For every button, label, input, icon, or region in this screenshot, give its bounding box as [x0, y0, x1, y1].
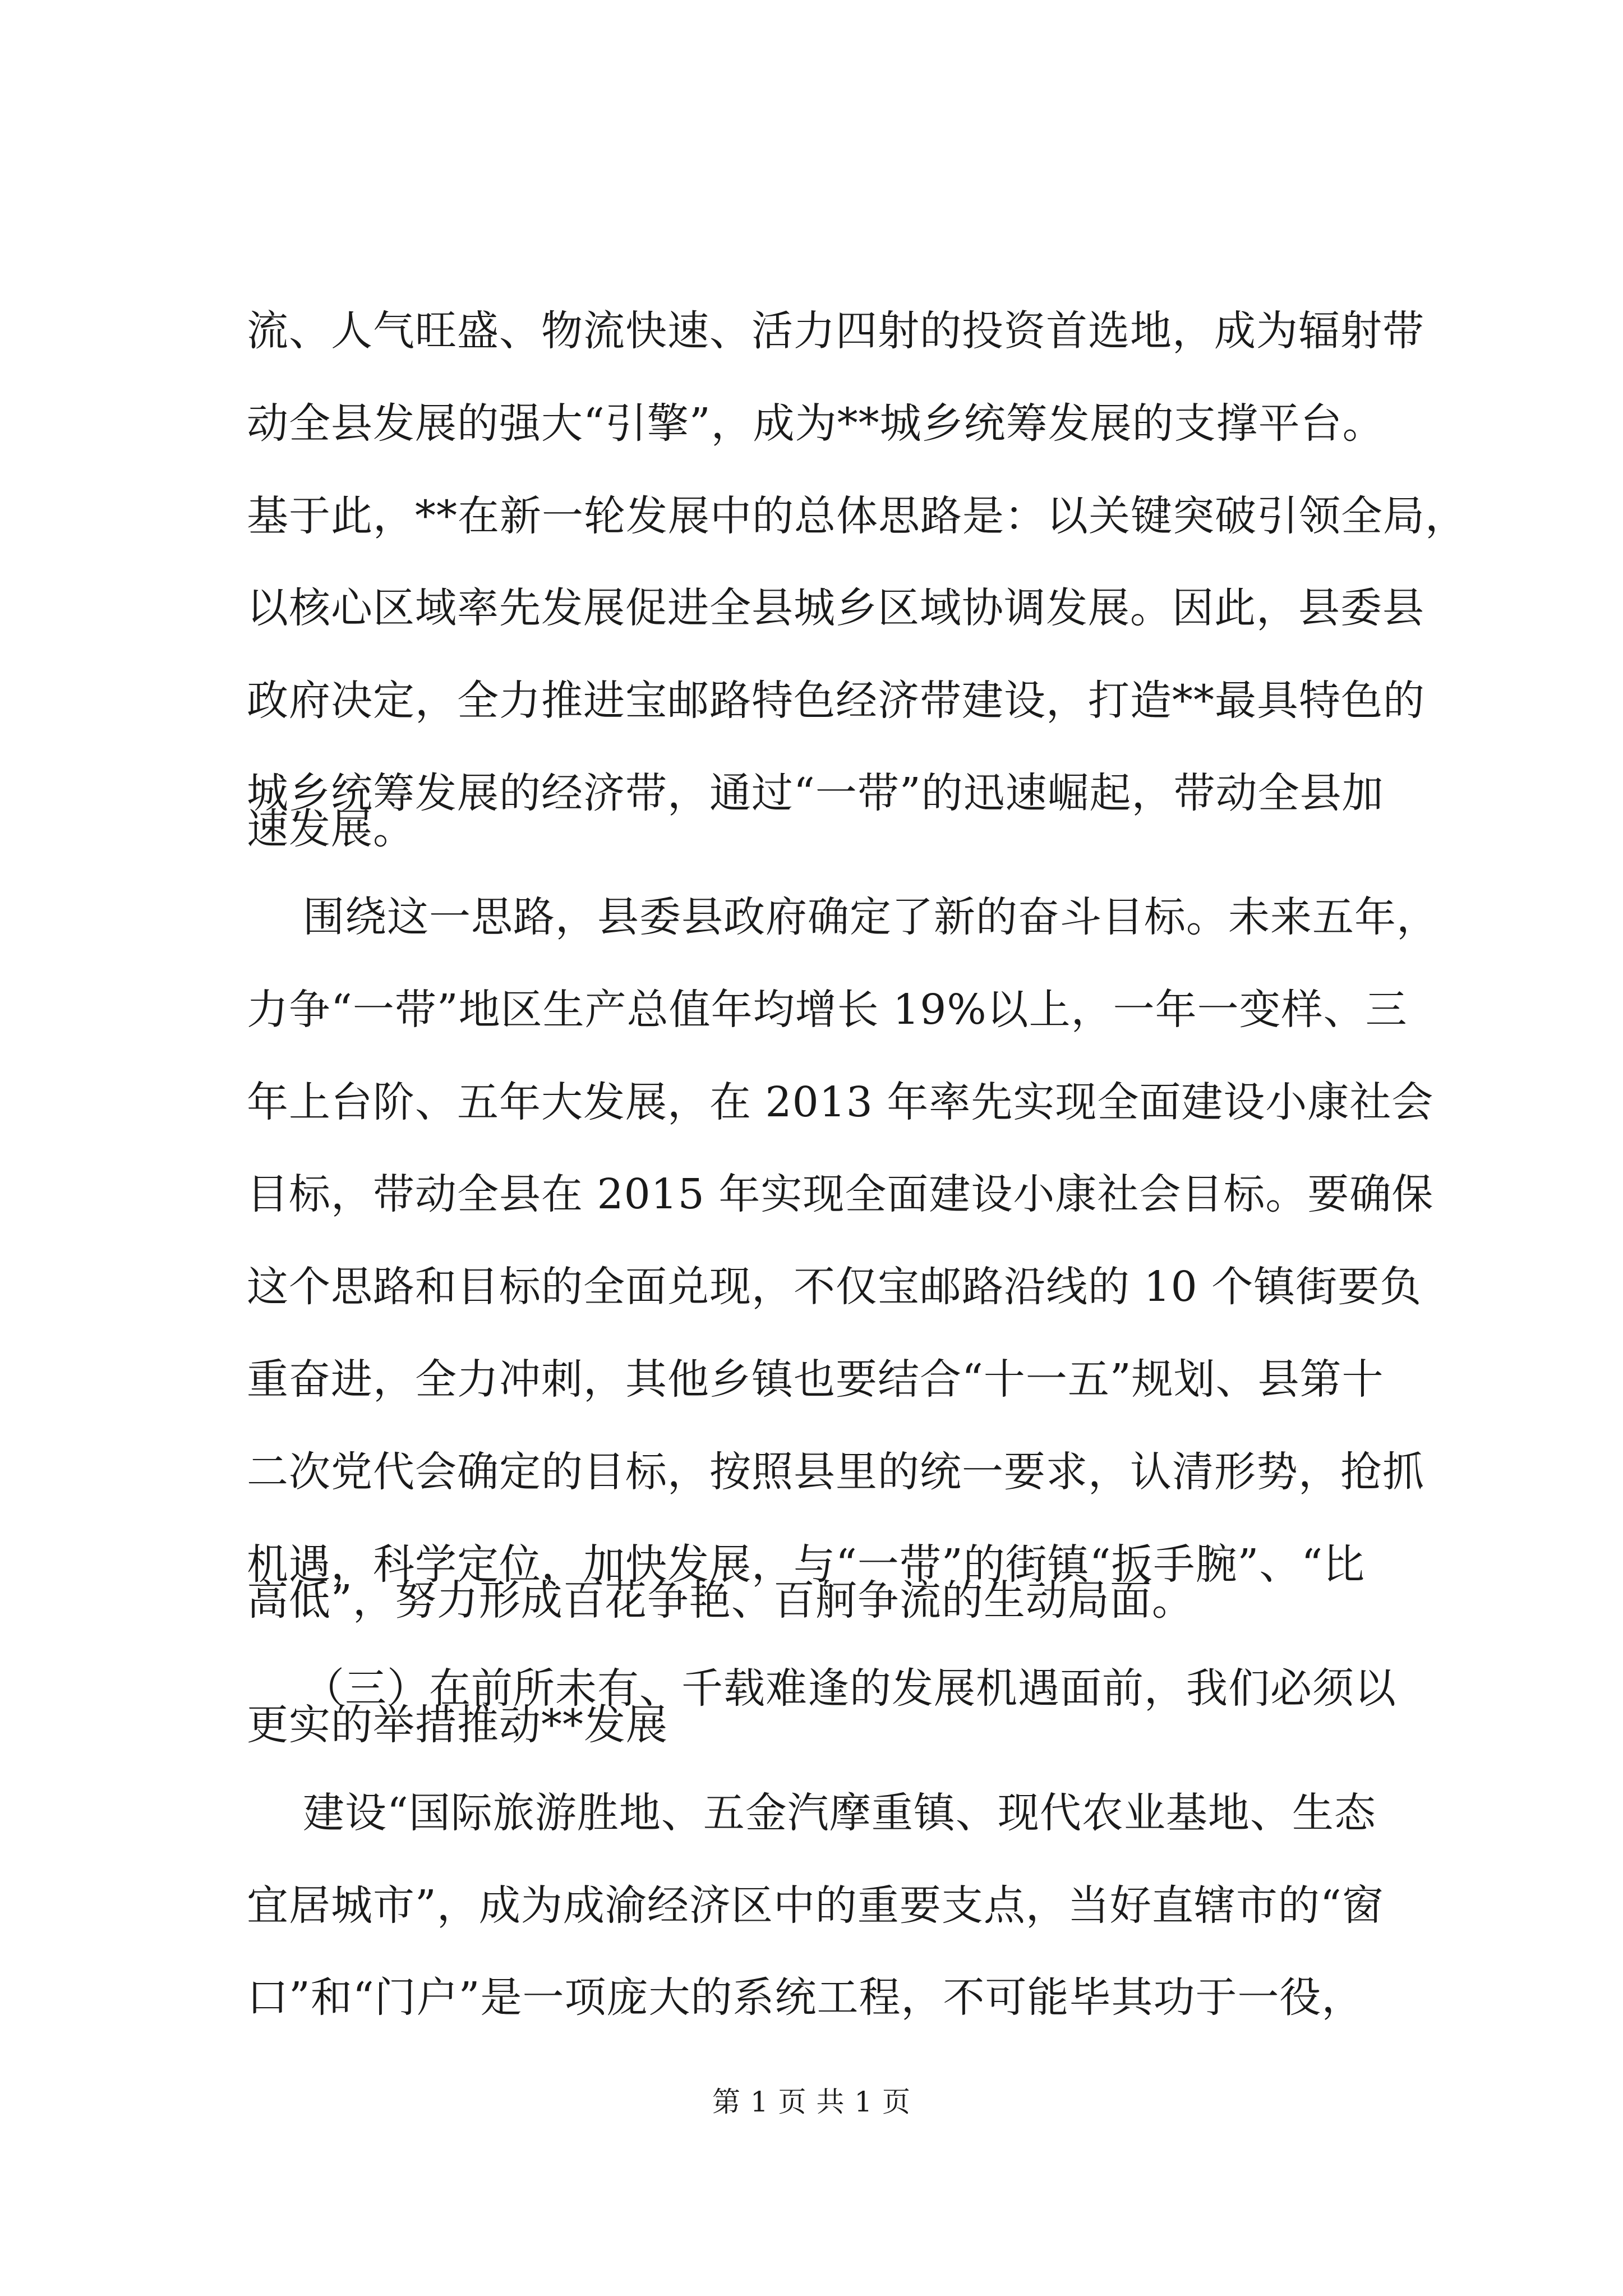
page-number-footer: 第 1 页 共 1 页 — [712, 2086, 911, 2118]
text-line: 年上台阶、五年大发展，在 2013 年率先实现全面建设小康社会 — [247, 1078, 1434, 1126]
text-line: 机遇，科学定位，加快发展，与“一带”的街镇“扳手腕”、“比 — [247, 1540, 1366, 1589]
text-line: 以核心区域率先发展促进全县城乡区域协调发展。因此，县委县 — [247, 584, 1424, 632]
text-line: 基于此，**在新一轮发展中的总体思路是：以关键突破引领全局， — [247, 492, 1467, 540]
text-line: 口”和“门户”是一项庞大的系统工程，不可能毕其功于一役， — [247, 1973, 1364, 2022]
text-line: 政府决定，全力推进宝邮路特色经济带建设，打造**最具特色的 — [247, 677, 1425, 725]
text-line: 宜居城市”，成为成渝经济区中的重要支点，当好直辖市的“窗 — [247, 1881, 1384, 1930]
text-line: 二次党代会确定的目标，按照县里的统一要求，认清形势，抢抓 — [247, 1448, 1424, 1496]
text-line: 力争“一带”地区生产总值年均增长 19%以上，一年一变样、三 — [247, 986, 1408, 1034]
paragraph-first-line: 围绕这一思路，县委县政府确定了新的奋斗目标。未来五年， — [303, 893, 1438, 941]
text-line: 高低”，努力形成百花争艳、百舸争流的生动局面。 — [247, 1576, 1194, 1625]
text-line: 目标，带动全县在 2015 年实现全面建设小康社会目标。要确保 — [247, 1170, 1434, 1218]
section-heading-line: 更实的举措推动**发展 — [247, 1701, 668, 1749]
text-line: 流、人气旺盛、物流快速、活力四射的投资首选地，成为辐射带 — [247, 307, 1424, 355]
text-line: 重奋进，全力冲刺，其他乡镇也要结合“十一五”规划、县第十 — [247, 1355, 1384, 1404]
text-line: 速发展。 — [247, 805, 415, 853]
paragraph-first-line: 建设“国际旅游胜地、五金汽摩重镇、现代农业基地、生态 — [303, 1789, 1376, 1837]
text-line: 城乡统筹发展的经济带，通过“一带”的迅速崛起，带动全县加 — [247, 769, 1384, 817]
text-line: 动全县发展的强大“引擎”，成为**城乡统筹发展的支撑平台。 — [247, 399, 1385, 448]
text-line: 这个思路和目标的全面兑现，不仅宝邮路沿线的 10 个镇街要负 — [247, 1263, 1422, 1311]
section-heading-line: （三）在前所未有、千载难逢的发展机遇面前，我们必须以 — [303, 1664, 1396, 1713]
